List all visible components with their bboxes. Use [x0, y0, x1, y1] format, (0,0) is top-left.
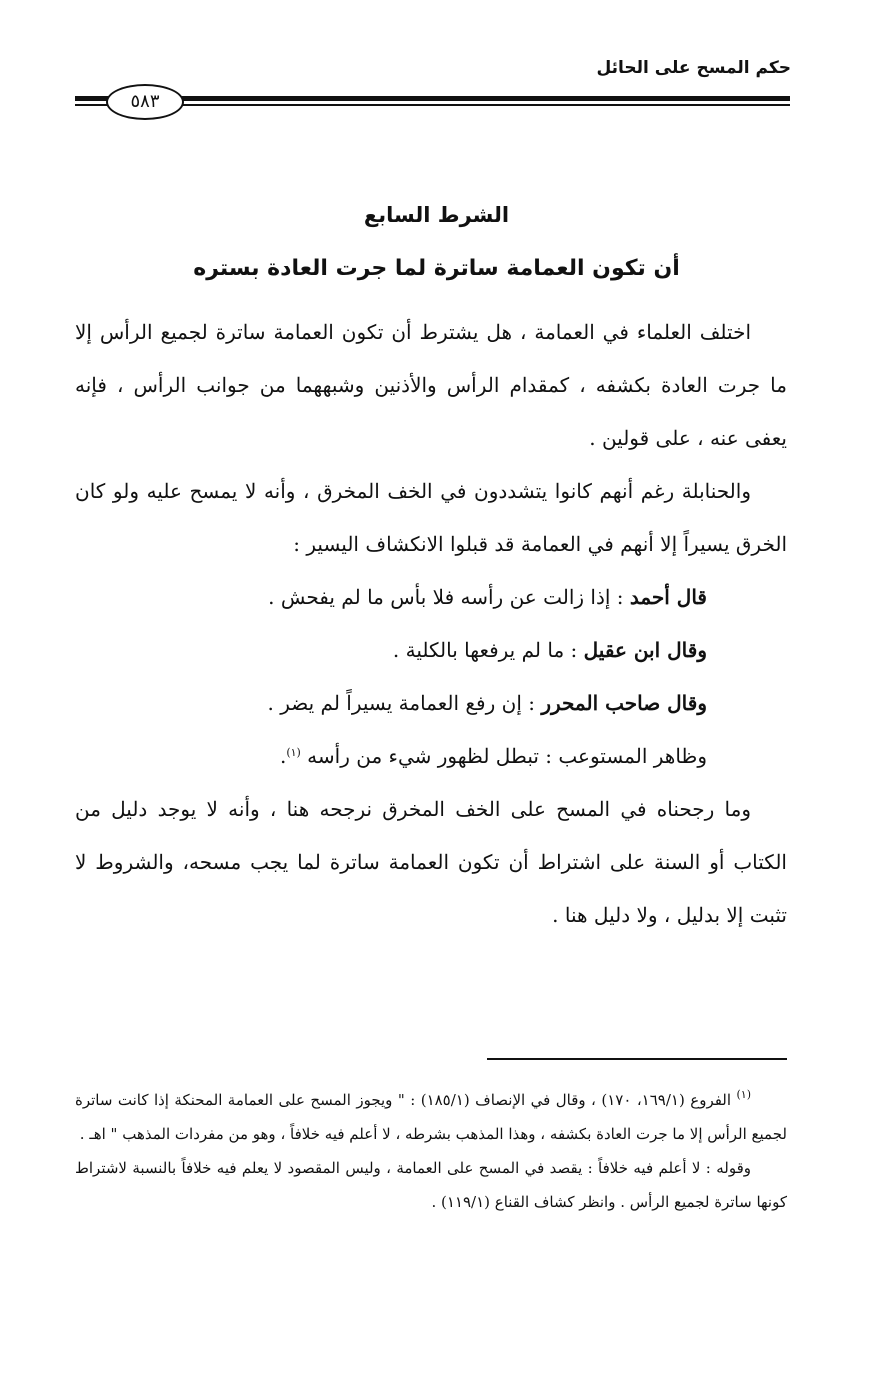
- header-rule-thick: [180, 96, 790, 101]
- quote-mustawib-text: وظاهر المستوعب : تبطل لظهور شيء من رأسه: [300, 744, 707, 768]
- footnote-separator: [487, 1058, 787, 1060]
- section-heading: الشرط السابع: [363, 203, 510, 227]
- quote-ahmad-label: قال أحمد: [629, 585, 707, 609]
- footnote-1-continuation: وقوله : لا أعلم فيه خلافاً : يقصد في المسح على العمامة ، وليس المقصود لا يعلم فيه خلافاً بالنسبة لاشتراط كونها ساترة لجميع الرأس . وانظر كشاف القناع (١١٩/١) .: [75, 1159, 787, 1211]
- page-number: ٥٨٣: [106, 84, 184, 120]
- quote-mustawib-end: .: [279, 744, 287, 768]
- quote-mustawib: [75, 730, 787, 783]
- header-rule-left-thin: [75, 104, 110, 106]
- quote-ahmad-text: : إذا زالت عن رأسه فلا بأس ما لم يفحش .: [268, 585, 630, 609]
- section-subtitle: أن تكون العمامة ساترة لما جرت العادة بستره: [193, 256, 680, 281]
- quote-ibn-aqil-text: : ما لم يرفعها بالكلية .: [392, 638, 584, 662]
- quote-muharrar-text: : إن رفع العمامة يسيراً لم يضر .: [267, 691, 542, 715]
- paragraph-3: وما رجحناه في المسح على الخف المخرق نرجحه هنا ، وأنه لا يوجد دليل من الكتاب أو السنة على اشتراط أن تكون العمامة ساترة لما يجب مسحه، والشروط لا تثبت إلا بدليل ، ولا دليل هنا .: [75, 797, 787, 927]
- footnote-1-number: (١): [736, 1088, 752, 1101]
- paragraph-2: والحنابلة رغم أنهم كانوا يتشددون في الخف المخرق ، وأنه لا يمسح عليه ولو كان الخرق يسيراً إلا أنهم في العمامة قد قبلوا الانكشاف اليسير :: [75, 479, 787, 556]
- main-text: [75, 306, 787, 942]
- quote-muharrar: [75, 677, 787, 730]
- paragraph-1: اختلف العلماء في العمامة ، هل يشترط أن تكون العمامة ساترة لجميع الرأس إلا ما جرت العادة بكشفه ، كمقدام الرأس والأذنين وشبههما من جوانب الرأس ، فإنه يعفى عنه ، على قولين .: [75, 320, 787, 450]
- footnote-1: [75, 1083, 787, 1151]
- quote-ahmad: [75, 571, 787, 624]
- quote-ibn-aqil-label: وقال ابن عقيل: [583, 638, 707, 662]
- running-title: حكم المسح على الحائل: [596, 58, 791, 78]
- footnote-1-text: الفروع (١٦٩/١، ١٧٠) ، وقال في الإنصاف (١٨٥/١) : " ويجوز المسح على العمامة المحنكة إذا كانت ساترة لجميع الرأس إلا ما جرت العادة بكشفه ، وهذا المذهب بشرطه ، لا أعلم فيه خلافاً ، وهو من مفردات المذهب " اهـ .: [75, 1091, 787, 1143]
- header-rule-thin: [180, 104, 790, 106]
- quote-ibn-aqil: [75, 624, 787, 677]
- quote-muharrar-label: وقال صاحب المحرر: [541, 691, 707, 715]
- footnotes: [75, 1083, 787, 1219]
- footnote-marker-1[interactable]: (١): [286, 746, 301, 759]
- header-rule-left-thick: [75, 96, 110, 101]
